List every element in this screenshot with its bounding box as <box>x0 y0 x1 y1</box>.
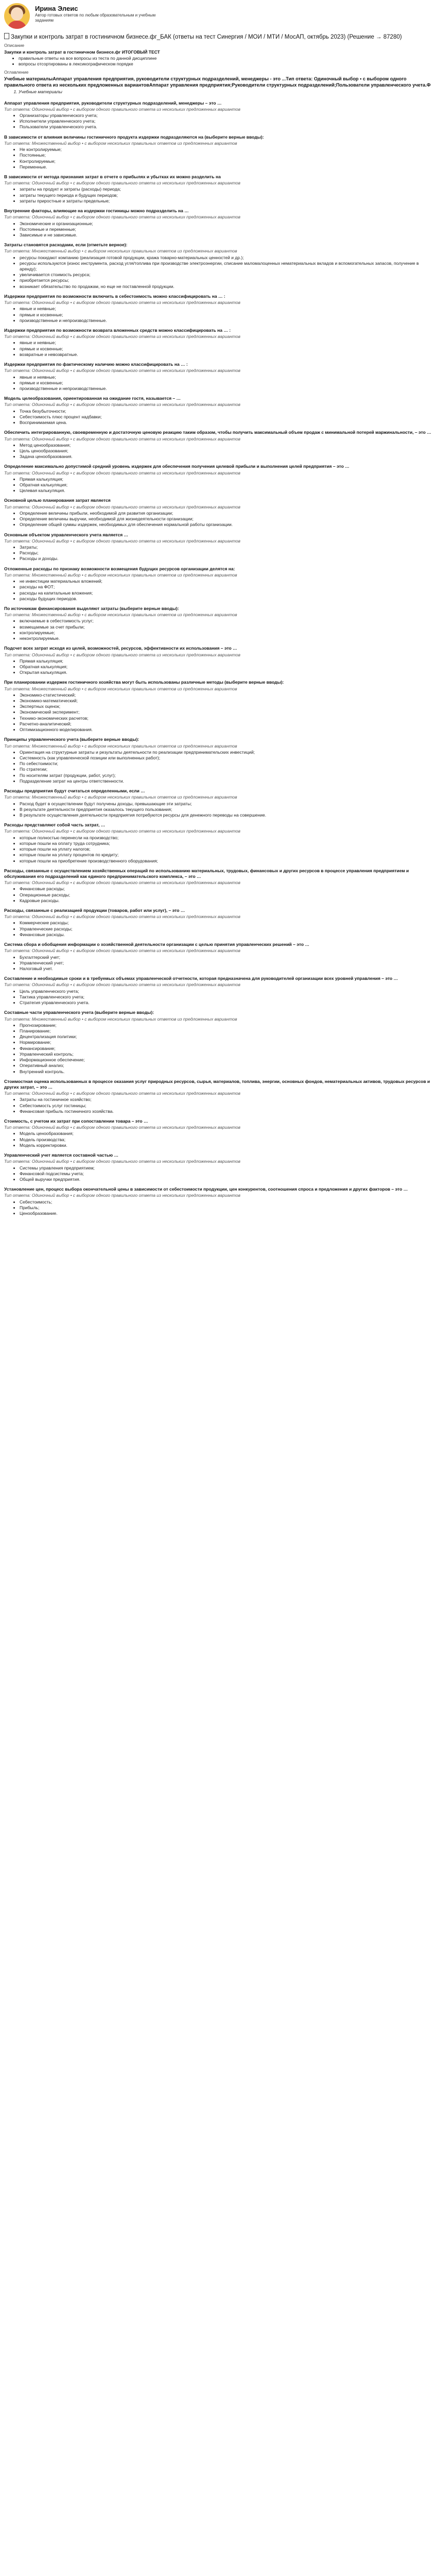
question-title: Издержки предприятия по фактическому наличию можно классифицировать на … : <box>4 362 188 367</box>
answer-type: Тип ответа: Множественный выбор • с выбором нескольких правильных ответов из предложенных вариантов <box>4 572 237 578</box>
answer-option: • Цель управленческого учета; <box>20 989 432 994</box>
answer-option: • Организаторы управленческого учета; <box>20 113 432 118</box>
answer-option: • Прогнозирование; <box>20 1023 432 1028</box>
answer-option: • Переменные. <box>20 164 432 170</box>
question-title: Модель целеобразования, ориентированная на ожидание гостя, называется – … <box>4 396 181 401</box>
answer-option: • расходы на капитальные вложения; <box>20 590 432 596</box>
answer-option: • Операционные расходы; <box>20 892 432 898</box>
question-block <box>4 464 432 494</box>
answer-list <box>4 306 432 324</box>
answer-option: • Финансовые расходы. <box>20 932 432 938</box>
answer-list <box>4 147 432 170</box>
answer-option: • В результате деятельности предприятия оказалось текущего пользования; <box>20 807 432 812</box>
answer-type: Тип ответа: Одиночный выбор • с выбором одного правильного ответа из нескольких предложенных вариантов <box>4 334 240 340</box>
answer-option: • По носителям затрат (продукции, работ, услуг); <box>20 773 432 778</box>
question-block <box>4 1153 432 1182</box>
answer-type: Тип ответа: Одиночный выбор • с выбором одного правильного ответа из нескольких предложенных вариантов <box>4 1091 240 1096</box>
answer-type: Тип ответа: Одиночный выбор • с выбором одного правильного ответа из нескольких предложенных вариантов <box>4 982 240 988</box>
answer-list <box>4 187 432 204</box>
question-title: Установление цен, процесс выбора окончательной цены в зависимости от себестоимости продукции, цен конкурентов, соотношения спроса и предложения и других факторов – это … <box>4 1187 408 1192</box>
answer-list <box>4 1199 432 1217</box>
question-block <box>4 680 432 733</box>
answer-option: • Точка безубыточности; <box>20 409 432 414</box>
answer-list <box>4 989 432 1006</box>
answer-list <box>4 1023 432 1075</box>
answer-type: Тип ответа: Одиночный выбор • с выбором одного правильного ответа из нескольких предложенных вариантов <box>4 948 240 954</box>
answer-option: • Оптимизационного моделирования. <box>20 727 432 733</box>
answer-option: • Экономические и организационные; <box>20 221 432 227</box>
answer-option: • Децентрализация политики; <box>20 1034 432 1040</box>
answer-type: Тип ответа: Одиночный выбор • с выбором одного правильного ответа из нескольких предложенных вариантов <box>4 106 240 112</box>
answer-list <box>4 255 432 290</box>
answer-option: • затраты текущего периода и будущих периодов; <box>20 193 432 198</box>
question-block <box>4 606 432 641</box>
question-title: Подсчет всех затрат исходя из целей, возможностей, ресурсов, эффективности их использования – это … <box>4 646 237 651</box>
answer-type: Тип ответа: Одиночный выбор • с выбором одного правильного ответа из нескольких предложенных вариантов <box>4 538 240 544</box>
answer-option: • Метод ценообразования; <box>20 443 432 448</box>
question-title: Отложенные расходы по признаку возможности возмещения будущих ресурсов организации делятся на: <box>4 566 235 571</box>
question-title: Расходы, связанные с осуществлением хозяйственных операций по использованию материальных, трудовых, финансовых и других ресурсов в процессе управления предприятием и обслуживания его подразделений как единого предпринимательского комплекса, – это … <box>4 868 409 879</box>
question-title: Основным объектом управленческого учета является … <box>4 532 129 537</box>
answer-type: Тип ответа: Одиночный выбор • с выбором одного правильного ответа из нескольких предложенных вариантов <box>4 300 240 306</box>
question-title: Стоимость, с учетом их затрат при сопоставлении товара – это … <box>4 1118 148 1124</box>
questions-list <box>4 100 432 1217</box>
answer-list <box>4 340 432 358</box>
answer-type: Тип ответа: Одиночный выбор • с выбором одного правильного ответа из нескольких предложенных вариантов <box>4 504 240 510</box>
answer-option: • Общей выручки предприятия. <box>20 1177 432 1182</box>
question-title: Принципы управленческого учета (выберите верные вводы): <box>4 737 139 742</box>
answer-option: • производственные и непроизводственные. <box>20 386 432 392</box>
question-title: Основной целью планирования затрат является <box>4 498 111 503</box>
answer-option: • Постоянные; <box>20 152 432 158</box>
answer-option: • Контролируемые; <box>20 159 432 164</box>
page <box>0 0 436 1229</box>
question-block <box>4 174 432 204</box>
author-description: Автор готовых ответов по любым образовательным и учебным заданиям <box>35 13 156 23</box>
answer-option: • Задача ценообразования. <box>20 454 432 460</box>
answer-option: • Модель корректировки. <box>20 1143 432 1148</box>
question-block <box>4 976 432 1006</box>
answer-option: • явные и неявные; <box>20 340 432 346</box>
answer-option: • Стратегия управленческого учета. <box>20 1000 432 1006</box>
question-block <box>4 208 432 238</box>
answer-option: • Ориентация на структурные затраты и результаты деятельности по реализации предпринимательских инвестиций; <box>20 750 432 755</box>
answer-type: Тип ответа: Одиночный выбор • с выбором одного правильного ответа из нескольких предложенных вариантов <box>4 1193 240 1198</box>
answer-list <box>4 409 432 426</box>
answer-option: • Финансовая прибыль гостиничного хозяйства. <box>20 1109 432 1114</box>
answer-option: • возвратные и невозвратные. <box>20 352 432 358</box>
answer-option: • Зависимые и не зависимые. <box>20 232 432 238</box>
answer-option: • Расход будет в осуществлении будут получены доходы, превышающие эти затраты; <box>20 801 432 807</box>
answer-option: • явные и неявные; <box>20 306 432 312</box>
answer-option: • По стратегии; <box>20 767 432 772</box>
answer-option: • Кадровые расходы. <box>20 898 432 904</box>
question-block <box>4 1118 432 1148</box>
question-block <box>4 134 432 170</box>
answer-option: • Пользователи управленческого учета. <box>20 124 432 130</box>
answer-option: • Расходы и доходы. <box>20 556 432 562</box>
question-block <box>4 566 432 602</box>
question-block <box>4 737 432 784</box>
question-title: Аппарат управления предприятия, руководители структурных подразделений, менеджеры – это … <box>4 100 222 106</box>
answer-option: • Системность (как управленческой позиции или выполненных работ); <box>20 755 432 761</box>
question-block <box>4 294 432 324</box>
answer-option: • Внутренний контроль. <box>20 1069 432 1075</box>
answer-option: • не инвестиции материальных вложений; <box>20 579 432 584</box>
description-item: • вопросы отсортированы в лексикографическом порядке <box>19 61 432 67</box>
description-label: Описание <box>4 42 25 48</box>
answer-option: • затраты приростные и затраты предельные; <box>20 198 432 204</box>
answer-option: • контролируемые; <box>20 630 432 636</box>
answer-option: • затраты на продукт и затраты (расходы) периода; <box>20 187 432 192</box>
answer-list <box>4 1097 432 1114</box>
answer-option: • Затраты; <box>20 545 432 550</box>
answer-option: • возмещаемые за счет прибыли; <box>20 624 432 630</box>
answer-list <box>4 545 432 562</box>
answer-option: • Управленческий контроль; <box>20 1052 432 1057</box>
question-title: Расходы предприятия будут считаться определенными, если … <box>4 788 145 794</box>
answer-option: • прямые и косвенные; <box>20 380 432 386</box>
answer-option: • которые пошли на приобретение производственного оборудования; <box>20 858 432 864</box>
answer-option: • которые пошли на уплату налогов; <box>20 846 432 852</box>
answer-option: • Целевая калькуляция. <box>20 488 432 494</box>
answer-option: • Нормирование; <box>20 1040 432 1045</box>
question-block <box>4 868 432 904</box>
answer-type: Тип ответа: Множественный выбор • с выбором нескольких правильных ответов из предложенных вариантов <box>4 1016 237 1022</box>
answer-list <box>4 221 432 239</box>
question-title: Издержки предприятия по возможности возврата вложенных средств можно классифицировать на … : <box>4 328 231 333</box>
answer-option: • Определение величины выручки, необходимой для жизнедеятельности организации; <box>20 516 432 522</box>
answer-list <box>4 618 432 641</box>
answer-option: • По себестоимости; <box>20 761 432 767</box>
answer-list <box>4 750 432 784</box>
answer-type: Тип ответа: Множественный выбор • с выбором нескольких правильных ответов из предложенных вариантов <box>4 140 237 146</box>
answer-list <box>4 477 432 494</box>
question-block <box>4 788 432 818</box>
answer-option: • расходы на ФОТ; <box>20 584 432 590</box>
question-title: Затраты становятся расходами, если (отметьте верное): <box>4 242 128 248</box>
question-title: Определение максимально допустимой средний уровень издержек для обеспечения получения целевой прибыли и выполнения целей предприятия – это … <box>4 464 350 469</box>
answer-option: • Финансовой подсистемы учета; <box>20 1171 432 1177</box>
answer-option: • Расходы; <box>20 550 432 556</box>
toc-label: Оглавление <box>4 69 29 75</box>
answer-option: • которые пошли на оплату труда сотрудника; <box>20 841 432 846</box>
question-block <box>4 328 432 358</box>
answer-type: Тип ответа: Одиночный выбор • с выбором одного правильного ответа из нескольких предложенных вариантов <box>4 402 240 408</box>
answer-option: • Прибыль; <box>20 1205 432 1211</box>
question-title: В зависимости от метода признания затрат в отчете о прибылях и убытках их можно разделить на <box>4 174 221 179</box>
question-title: Стоимостная оценка использованных в процессе оказания услуг природных ресурсов, сырья, материалов, топлива, энергии, основных фондов, нематериальных активов, трудовых ресурсов и других затрат, – это … <box>4 1078 430 1090</box>
answer-option: • явные и неявные; <box>20 375 432 380</box>
answer-option: • Тактика управленческого учета; <box>20 994 432 1000</box>
answer-option: • Обратная калькуляция; <box>20 664 432 670</box>
answer-option: • Модель производства; <box>20 1137 432 1143</box>
toc-list <box>4 89 432 95</box>
question-title: Расходы представляют собой часть затрат, … <box>4 822 106 828</box>
answer-list <box>4 443 432 460</box>
answer-list <box>4 579 432 602</box>
question-title: Обеспечить интегрированную, своевременную и достаточную ценовую реакцию таким образом, чтобы получить максимальный объем продаж с минимальной потерей маржинальности, – это … <box>4 430 431 435</box>
question-block <box>4 942 432 972</box>
answer-type: Тип ответа: Одиночный выбор • с выбором одного правильного ответа из нескольких предложенных вариантов <box>4 470 240 476</box>
answer-list <box>4 886 432 904</box>
answer-option: • Финансирование; <box>20 1046 432 1052</box>
answer-option: • Себестоимость услуг гостиницы; <box>20 1103 432 1109</box>
question-title: При планировании издержек гостиничного хозяйства могут быть использованы различные методы (выберите верные вводы): <box>4 680 284 685</box>
answer-option: • производственные и непроизводственные. <box>20 318 432 324</box>
question-block <box>4 242 432 290</box>
answer-option: • Финансовые расходы; <box>20 886 432 892</box>
answer-type: Тип ответа: Множественный выбор • с выбором нескольких правильных ответов из предложенных вариантов <box>4 686 237 691</box>
answer-option: • Затраты на гостиничное хозяйство; <box>20 1097 432 1103</box>
question-title: Внутренние факторы, влияющие на издержки гостиницы можно подразделить на … <box>4 208 189 214</box>
answer-option: • Не контролируемые; <box>20 147 432 152</box>
answer-option: • Определение величины прибыли, необходимой для развития организации; <box>20 511 432 516</box>
answer-option: • Системы управления предприятием; <box>20 1165 432 1171</box>
question-block <box>4 100 432 130</box>
answer-type: Тип ответа: Одиночный выбор • с выбором одного правильного ответа из нескольких предложенных вариантов <box>4 368 240 374</box>
answer-list <box>4 920 432 938</box>
answer-list <box>4 113 432 130</box>
answer-type: Тип ответа: Одиночный выбор • с выбором одного правильного ответа из нескольких предложенных вариантов <box>4 436 240 442</box>
question-title: Расходы, связанные с реализацией продукции (товаров, работ или услуг), – это … <box>4 908 185 913</box>
answer-option: • Цель ценообразования; <box>20 448 432 454</box>
question-block <box>4 430 432 460</box>
answer-type: Тип ответа: Множественный выбор • с выбором нескольких правильных ответов из предложенных вариантов <box>4 612 237 618</box>
question-title: Система сбора и обобщения информации о хозяйственной деятельности организации с целью принятия управленческих решений – это … <box>4 942 309 947</box>
document-icon <box>4 33 9 39</box>
answer-option: • Экономический эксперимент; <box>20 709 432 715</box>
answer-option: • Экономико-математический; <box>20 698 432 704</box>
question-title: Издержки предприятия по возможности включить в себестоимость можно классифицировать на … : <box>4 293 225 299</box>
answer-option: • Определение общей суммы издержек, необходимых для обеспечения нормальной работы организации. <box>20 522 432 528</box>
answer-option: • прямые и косвенные; <box>20 312 432 318</box>
answer-option: • Обратная калькуляция; <box>20 482 432 488</box>
answer-type: Тип ответа: Одиночный выбор • с выбором одного правильного ответа из нескольких предложенных вариантов <box>4 652 240 657</box>
answer-type: Тип ответа: Одиночный выбор • с выбором одного правильного ответа из нескольких предложенных вариантов <box>4 1159 240 1164</box>
answer-option: • В результате осуществления деятельности предприятия потребуются ресурсы для денежного переводы на совершение. <box>20 812 432 818</box>
answer-type: Тип ответа: Множественный выбор • с выбором нескольких правильных ответов из предложенных вариантов <box>4 743 237 749</box>
question-block <box>4 1010 432 1074</box>
question-block <box>4 822 432 864</box>
question-block <box>4 908 432 938</box>
answer-option: • прямые и косвенные; <box>20 346 432 352</box>
answer-option: • Управленческий учет; <box>20 960 432 966</box>
question-block <box>4 646 432 675</box>
answer-option: • Открытая калькуляция. <box>20 670 432 675</box>
question-block <box>4 1187 432 1216</box>
answer-option: • ресурсы используются (износ инструмента, расход угля/топлива при производстве электроэнергии, списание маломалоценных нематериальных вкладов и вспомогательных запасов, получение в аренду); <box>20 261 432 272</box>
question-title: Управленческий учет является составной частью … <box>4 1153 119 1158</box>
answer-list <box>4 835 432 864</box>
answer-option: • Управленческие расходы; <box>20 926 432 932</box>
question-block <box>4 498 432 528</box>
document-title <box>4 33 432 41</box>
answer-option: • Экспертных оценок; <box>20 704 432 709</box>
answer-list <box>4 801 432 819</box>
description-heading: Закупки и контроль затрат в гостиничном бизнесе.фг ИТОГОВЫЙ ТЕСТ <box>4 49 160 55</box>
question-block <box>4 362 432 392</box>
answer-option: • Прямая калькуляция; <box>20 658 432 664</box>
answer-type: Тип ответа: Одиночный выбор • с выбором одного правильного ответа из нескольких предложенных вариантов <box>4 214 240 220</box>
avatar[interactable] <box>4 3 30 29</box>
answer-type: Тип ответа: Множественный выбор • с выбором нескольких правильных ответов из предложенных вариантов <box>4 248 237 254</box>
answer-option: • расходы будущих периодов. <box>20 596 432 602</box>
question-title: По источникам финансирования выделяют затраты (выберите верные вводы): <box>4 605 179 611</box>
answer-option: • Модель ценообразования; <box>20 1131 432 1137</box>
answer-option: • Расчетно-аналитический; <box>20 721 432 727</box>
answer-type: Тип ответа: Одиночный выбор • с выбором одного правильного ответа из нескольких предложенных вариантов <box>4 180 240 186</box>
answer-option: • Ценообразование. <box>20 1211 432 1216</box>
answer-type: Тип ответа: Одиночный выбор • с выбором одного правильного ответа из нескольких предложенных вариантов <box>4 1125 240 1130</box>
answer-option: • ресурсы покидают компанию (реализация готовой продукции, кража товарно-материальных ценностей и др.); <box>20 255 432 261</box>
answer-option: • Планирование; <box>20 1028 432 1034</box>
answer-type: Тип ответа: Одиночный выбор • с выбором одного правильного ответа из нескольких предложенных вариантов <box>4 914 240 920</box>
answer-option: • Коммерческие расходы; <box>20 920 432 926</box>
answer-list <box>4 955 432 972</box>
author-info <box>35 3 169 23</box>
answer-option: • которые пошли на уплату процентов по кредиту; <box>20 852 432 858</box>
toc-heading: Учебные материалыАппарат управления предприятия, руководители структурных подразделений, менеджеры - это ...Тип ответа: Одиночный выбор • с выбором одного правильного ответа из нескольких предложенных вариантовАппарат управления предприятия;Руководители структурных подразделений;Пользователи управленческого учета.Ф <box>4 76 431 88</box>
answer-option: • Исполнители управленческого учета; <box>20 118 432 124</box>
answer-option: • Оперативный анализ; <box>20 1063 432 1069</box>
question-title: В зависимости от влияния величины гостиничного продукта издержки подразделяются на (выберите верные вводы): <box>4 134 264 140</box>
answer-type: Тип ответа: Одиночный выбор • с выбором одного правильного ответа из нескольких предложенных вариантов <box>4 828 240 834</box>
answer-option: • которые полностью перенесли на производство; <box>20 835 432 841</box>
answer-type: Тип ответа: Множественный выбор • с выбором нескольких правильных ответов из предложенных вариантов <box>4 794 237 800</box>
question-block <box>4 1079 432 1114</box>
question-block <box>4 532 432 562</box>
answer-type: Тип ответа: Одиночный выбор • с выбором одного правильного ответа из нескольких предложенных вариантов <box>4 880 240 886</box>
answer-list <box>4 511 432 528</box>
answer-option: • неконтролируемые. <box>20 636 432 641</box>
answer-option: • Информационное обеспечение; <box>20 1057 432 1063</box>
answer-option: • Воспринимаемая цена. <box>20 420 432 426</box>
answer-list <box>4 658 432 676</box>
answer-option: • Технико-экономических расчетов; <box>20 716 432 721</box>
answer-list <box>4 375 432 392</box>
answer-option: • Бухгалтерский учет; <box>20 955 432 960</box>
description-item: • правильные ответы на все вопросы из теста по данной дисциплине <box>19 56 432 61</box>
answer-option: • включаемые в себестоимость услуг; <box>20 618 432 624</box>
answer-option: • приобретается ресурсы; <box>20 278 432 283</box>
author-name[interactable]: Ирина Элеис <box>35 5 78 12</box>
document-title-text: Закупки и контроль затрат в гостиничном бизнесе.фг_БАК (ответы на тест Синергия / МОИ / МТИ / МосАП, октябрь 2023) (Решение → 87280) <box>11 34 402 40</box>
answer-option: • Себестоимость; <box>20 1199 432 1205</box>
author-block <box>4 3 432 29</box>
toc-item[interactable]: 1. Учебные материалы <box>19 89 432 95</box>
answer-option: • Налоговый учет. <box>20 966 432 972</box>
answer-option: • Экономико-статистический; <box>20 692 432 698</box>
question-block <box>4 396 432 426</box>
answer-list <box>4 1131 432 1148</box>
answer-list <box>4 1165 432 1183</box>
answer-option: • возникает обязательство по продажам, но еще не поставленной продукции. <box>20 284 432 290</box>
answer-option: • увеличивается стоимость ресурса; <box>20 272 432 278</box>
answer-option: • Себестоимость плюс процент надбавки; <box>20 414 432 420</box>
answer-option: • Подразделение затрат на центры ответственности. <box>20 778 432 784</box>
question-title: Составные части управленческого учета (выберите верные вводы): <box>4 1010 154 1015</box>
answer-list <box>4 692 432 733</box>
question-title: Составление и необходимые сроки и в требуемых объемах управленческой отчетности, которая предназначена для руководителей организации всех уровней управления – это … <box>4 976 398 981</box>
description-list <box>4 56 432 67</box>
answer-option: • Прямая калькуляция; <box>20 477 432 482</box>
answer-option: • Постоянные и переменные; <box>20 227 432 232</box>
